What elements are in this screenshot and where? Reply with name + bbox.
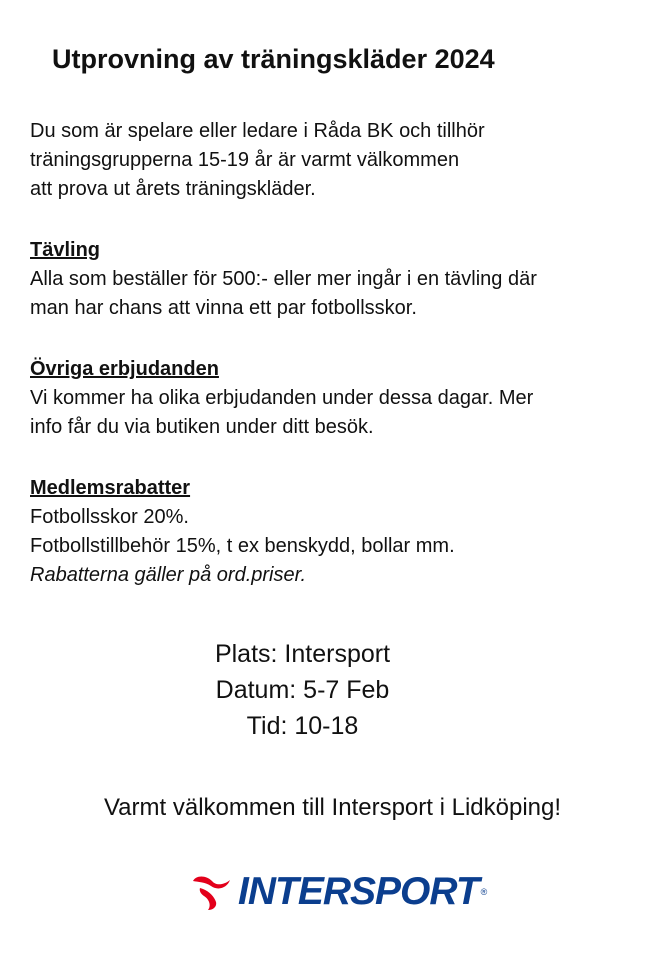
intro-paragraph [30,117,650,204]
section-line: info får du via butiken under ditt besök. [30,416,374,438]
section-line: Fotbollsskor 20%. [30,506,189,528]
section-line: Vi kommer ha olika erbjudanden under dessa dagar. Mer [30,387,534,409]
section-line: Alla som beställer för 500:- eller mer ingår i en tävling där [30,268,537,290]
event-date: Datum: 5-7 Feb [215,676,390,704]
intro-line: träningsgrupperna 15-19 år är varmt välkommen [30,149,460,171]
section-heading-tavling: Tävling [30,239,101,261]
section-tavling [30,236,650,323]
intersport-logo [190,870,520,914]
event-location: Plats: Intersport [214,640,391,668]
event-time: Tid: 10-18 [246,712,359,740]
welcome-message: Varmt välkommen till Intersport i Lidköping! [103,794,562,821]
event-details [0,636,605,744]
section-ovriga-erbjudanden [30,355,650,442]
registered-mark: ® [480,887,488,897]
section-heading-medlem: Medlemsrabatter [30,477,191,499]
intersport-swoosh-icon [190,872,234,912]
logo-wordmark: INTERSPORT [238,870,479,913]
page-title: Utprovning av träningskläder 2024 [52,44,495,74]
section-medlemsrabatter [30,474,650,590]
discount-note: Rabatterna gäller på ord.priser. [30,564,307,586]
section-line: Fotbollstillbehör 15%, t ex benskydd, bollar mm. [30,535,455,557]
intro-line: att prova ut årets träningskläder. [30,178,316,200]
intro-line: Du som är spelare eller ledare i Råda BK och tillhör [30,120,485,142]
section-heading-ovriga: Övriga erbjudanden [30,358,219,380]
section-line: man har chans att vinna ett par fotbollsskor. [30,297,417,319]
